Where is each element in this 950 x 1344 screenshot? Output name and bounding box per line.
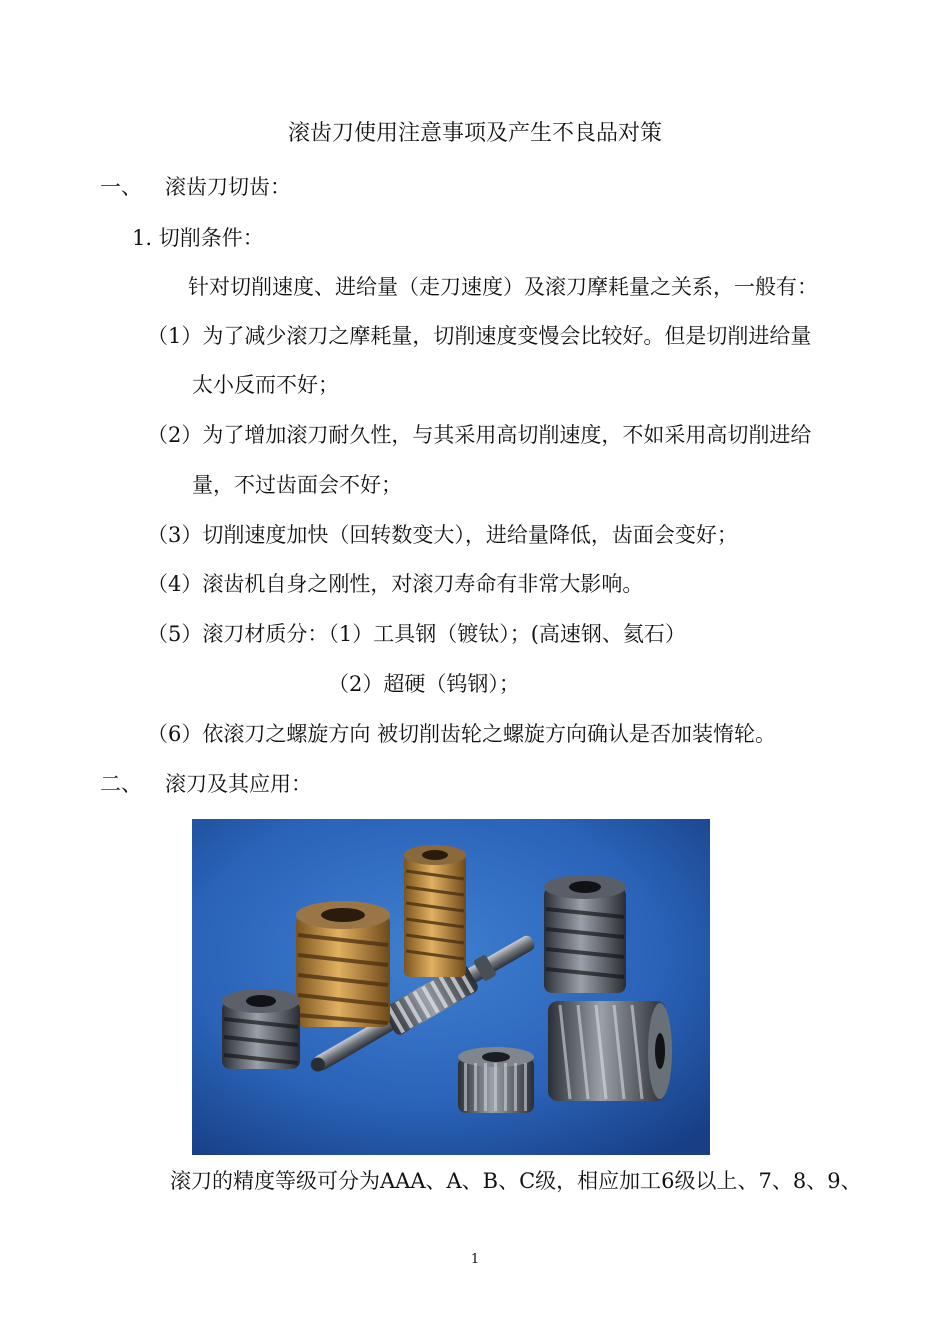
page-title: 滚齿刀使用注意事项及产生不良品对策: [287, 121, 662, 146]
section-1-number: 一、: [100, 175, 142, 199]
section-2-heading: 滚刀及其应用：: [165, 772, 312, 796]
item-5-line-2: （2）超硬（钨钢）；: [328, 672, 520, 696]
item-2-line-1: （2）为了增加滚刀耐久性，与其采用高切削速度，不如采用高切削进给: [147, 423, 812, 447]
item-1-line-2: 太小反而不好；: [192, 373, 339, 397]
section-2-number: 二、: [100, 772, 142, 796]
item-5-line-1: （5）滚刀材质分：（1）工具钢（镀钛）；(高速钢、氦石）: [147, 622, 686, 646]
item-4: （4）滚齿机自身之刚性，对滚刀寿命有非常大影响。: [147, 572, 644, 596]
subsection-1-heading: 1. 切削条件：: [132, 226, 264, 250]
item-6: （6）依滚刀之螺旋方向 被切削齿轮之螺旋方向确认是否加装惰轮。: [147, 722, 777, 746]
page-number: 1: [470, 1252, 480, 1267]
item-3: （3）切削速度加快（回转数变大），进给量降低，齿面会变好；: [147, 523, 738, 547]
hob-cutters-photo: [192, 819, 710, 1155]
item-1-line-1: （1）为了减少滚刀之摩耗量，切削速度变慢会比较好。但是切削进给量: [147, 324, 812, 348]
closing-paragraph: 滚刀的精度等级可分为AAA、A、B、C级，相应加工6级以上、7、8、9、: [170, 1169, 862, 1193]
section-1-heading: 滚齿刀切齿：: [165, 175, 291, 199]
item-2-line-2: 量，不过齿面会不好；: [192, 473, 402, 497]
intro-paragraph: 针对切削速度、进给量（走刀速度）及滚刀摩耗量之关系，一般有：: [188, 275, 818, 299]
